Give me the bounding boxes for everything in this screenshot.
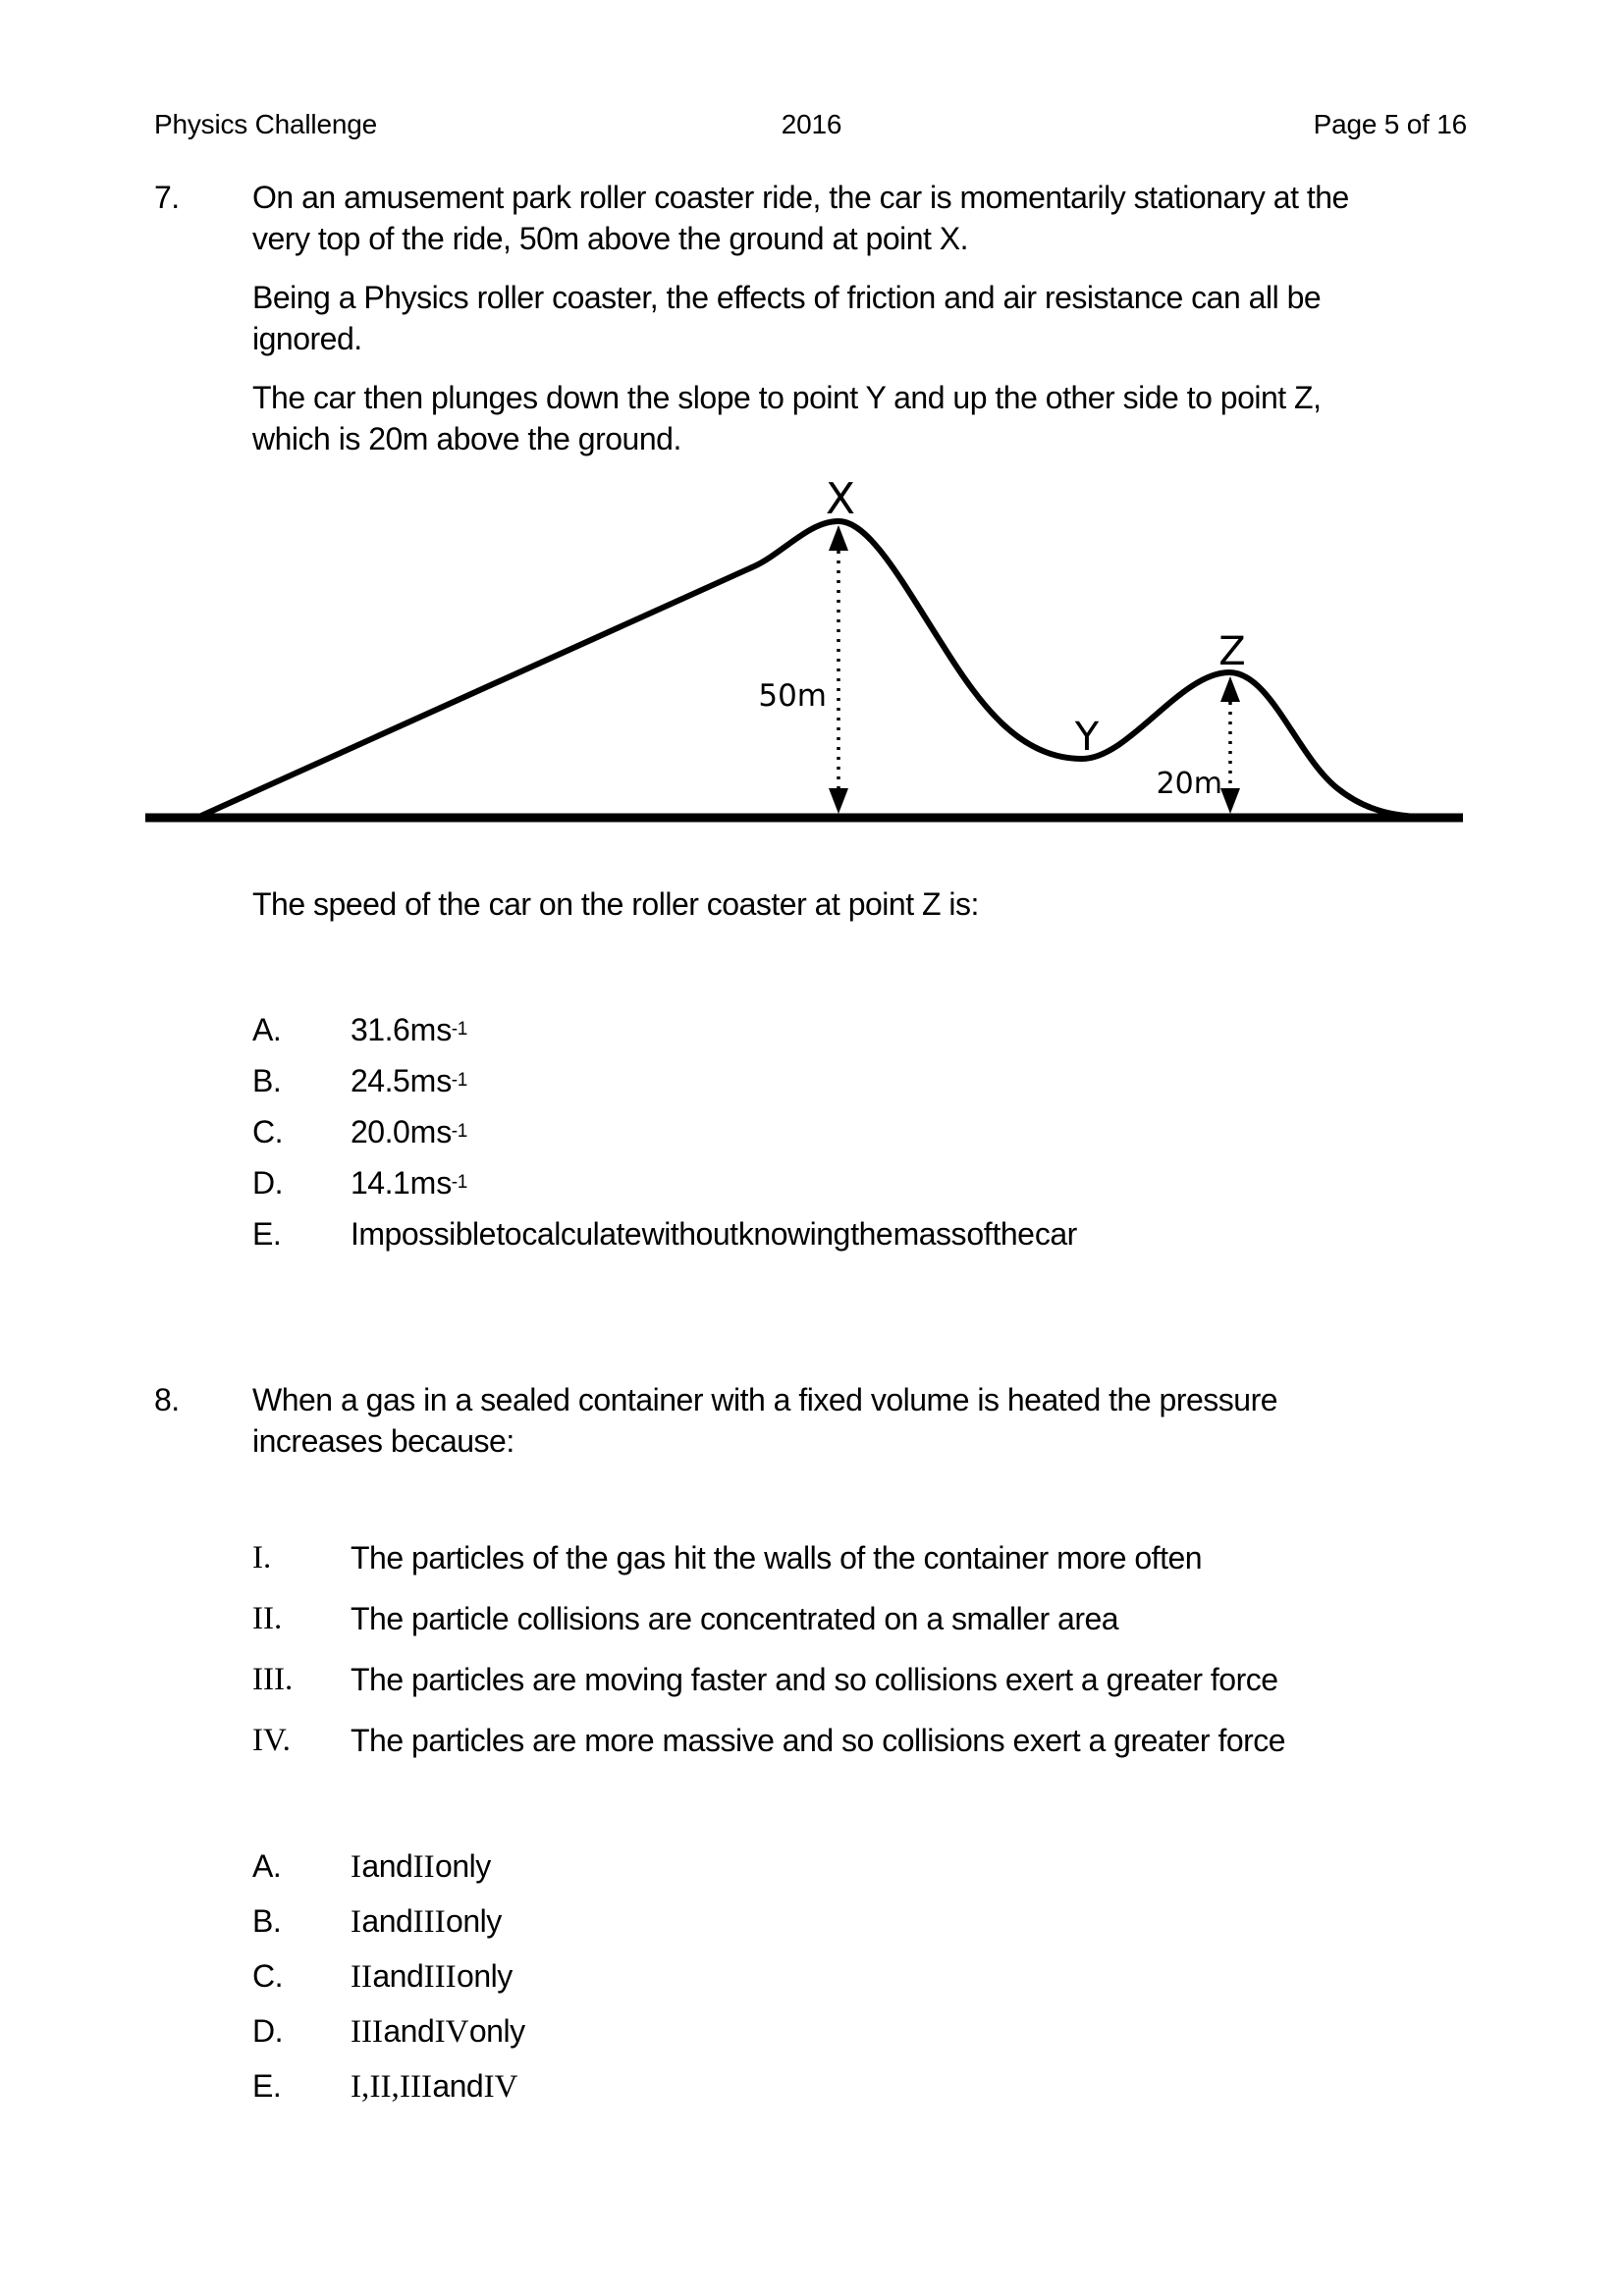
question-8-number: 8. (154, 1382, 180, 1417)
statement-numeral: I. (252, 1540, 272, 1575)
exponent: -1 (451, 1121, 468, 1142)
statement-text: The particles are moving faster and so collisions exert a greater force (351, 1662, 1278, 1697)
height-arrow-20m (1220, 676, 1240, 814)
option-value: Impossible to calculate without knowing the mass of the car (351, 1216, 1077, 1252)
question-8-statements (252, 1537, 1489, 1761)
option-value: 14.1 m $s^{-1}$ (351, 1165, 468, 1201)
option-letter: A. (252, 1012, 282, 1047)
question-7-paragraph-3: The car then plunges down the slope to point Y and up the other side to point Z, which is 20m above the ground. (252, 380, 1322, 456)
height-arrow-50m (829, 525, 848, 814)
option-letter: E. (252, 2068, 282, 2104)
height-50m-label: 50m (758, 678, 827, 714)
question-8-body (252, 1379, 1489, 2108)
option-letter: B. (252, 1903, 282, 1939)
statement-numeral: IV. (252, 1723, 291, 1758)
question-8-options (252, 1845, 1489, 2108)
header-page-number: Page 5 of 16 (1313, 109, 1467, 139)
height-20m-label: 20m (1156, 767, 1222, 801)
point-z-label: Z (1218, 629, 1246, 674)
point-y-label: Y (1074, 715, 1100, 760)
statement-text: The particles of the gas hit the walls of the container more often (351, 1540, 1203, 1575)
option-letter: D. (252, 2013, 283, 2049)
statement-numeral: III. (252, 1662, 294, 1697)
question-7-paragraph-2: Being a Physics roller coaster, the effects of friction and air resistance can all be ignored. (252, 280, 1322, 356)
page-content (154, 0, 1489, 2108)
exponent: -1 (451, 1070, 468, 1091)
header-title: Physics Challenge (154, 109, 377, 139)
statement-text: The particle collisions are concentrated on a smaller area (351, 1601, 1119, 1636)
question-8-text: When a gas in a sealed container with a fixed volume is heated the pressure increases because: (252, 1382, 1278, 1459)
option-letter: C. (252, 1114, 283, 1149)
question-7-body (252, 177, 1489, 1255)
point-x-label: X (825, 474, 856, 524)
question-7-options (252, 1009, 1489, 1255)
question-7 (154, 177, 1489, 1255)
statement-numeral: II. (252, 1601, 283, 1636)
option-value: III and IV only (351, 2013, 525, 2050)
question-7-number: 7. (154, 180, 180, 215)
option-letter: B. (252, 1063, 282, 1098)
option-value: I and III only (351, 1903, 502, 1940)
statement-text: The particles are more massive and so collisions exert a greater force (351, 1723, 1286, 1758)
exponent: -1 (451, 1019, 468, 1040)
roller-coaster-track (201, 521, 1443, 818)
header-year: 2016 (781, 109, 842, 139)
question-8 (154, 1379, 1489, 2108)
option-value: I and II only (351, 1848, 491, 1885)
exponent: -1 (451, 1172, 468, 1193)
option-value: 24.5 m $s^{-1}$ (351, 1063, 468, 1098)
roller-coaster-diagram (137, 468, 1473, 841)
option-value: II and III only (351, 1958, 513, 1995)
option-value: 20.0 m $s^{-1}$ (351, 1114, 468, 1149)
option-value: 31.6 m $s^{-1}$ (351, 1012, 468, 1047)
question-7-paragraph-1: On an amusement park roller coaster ride, the car is momentarily stationary at the very top of the ride, 50m above the ground at point X. (252, 180, 1349, 256)
option-letter: A. (252, 1848, 282, 1884)
option-letter: D. (252, 1165, 283, 1201)
option-letter: C. (252, 1958, 283, 1994)
option-letter: E. (252, 1216, 282, 1252)
question-7-prompt: The speed of the car on the roller coaster at point Z is: (252, 886, 979, 922)
option-value: I, II, III and IV (351, 2068, 518, 2105)
